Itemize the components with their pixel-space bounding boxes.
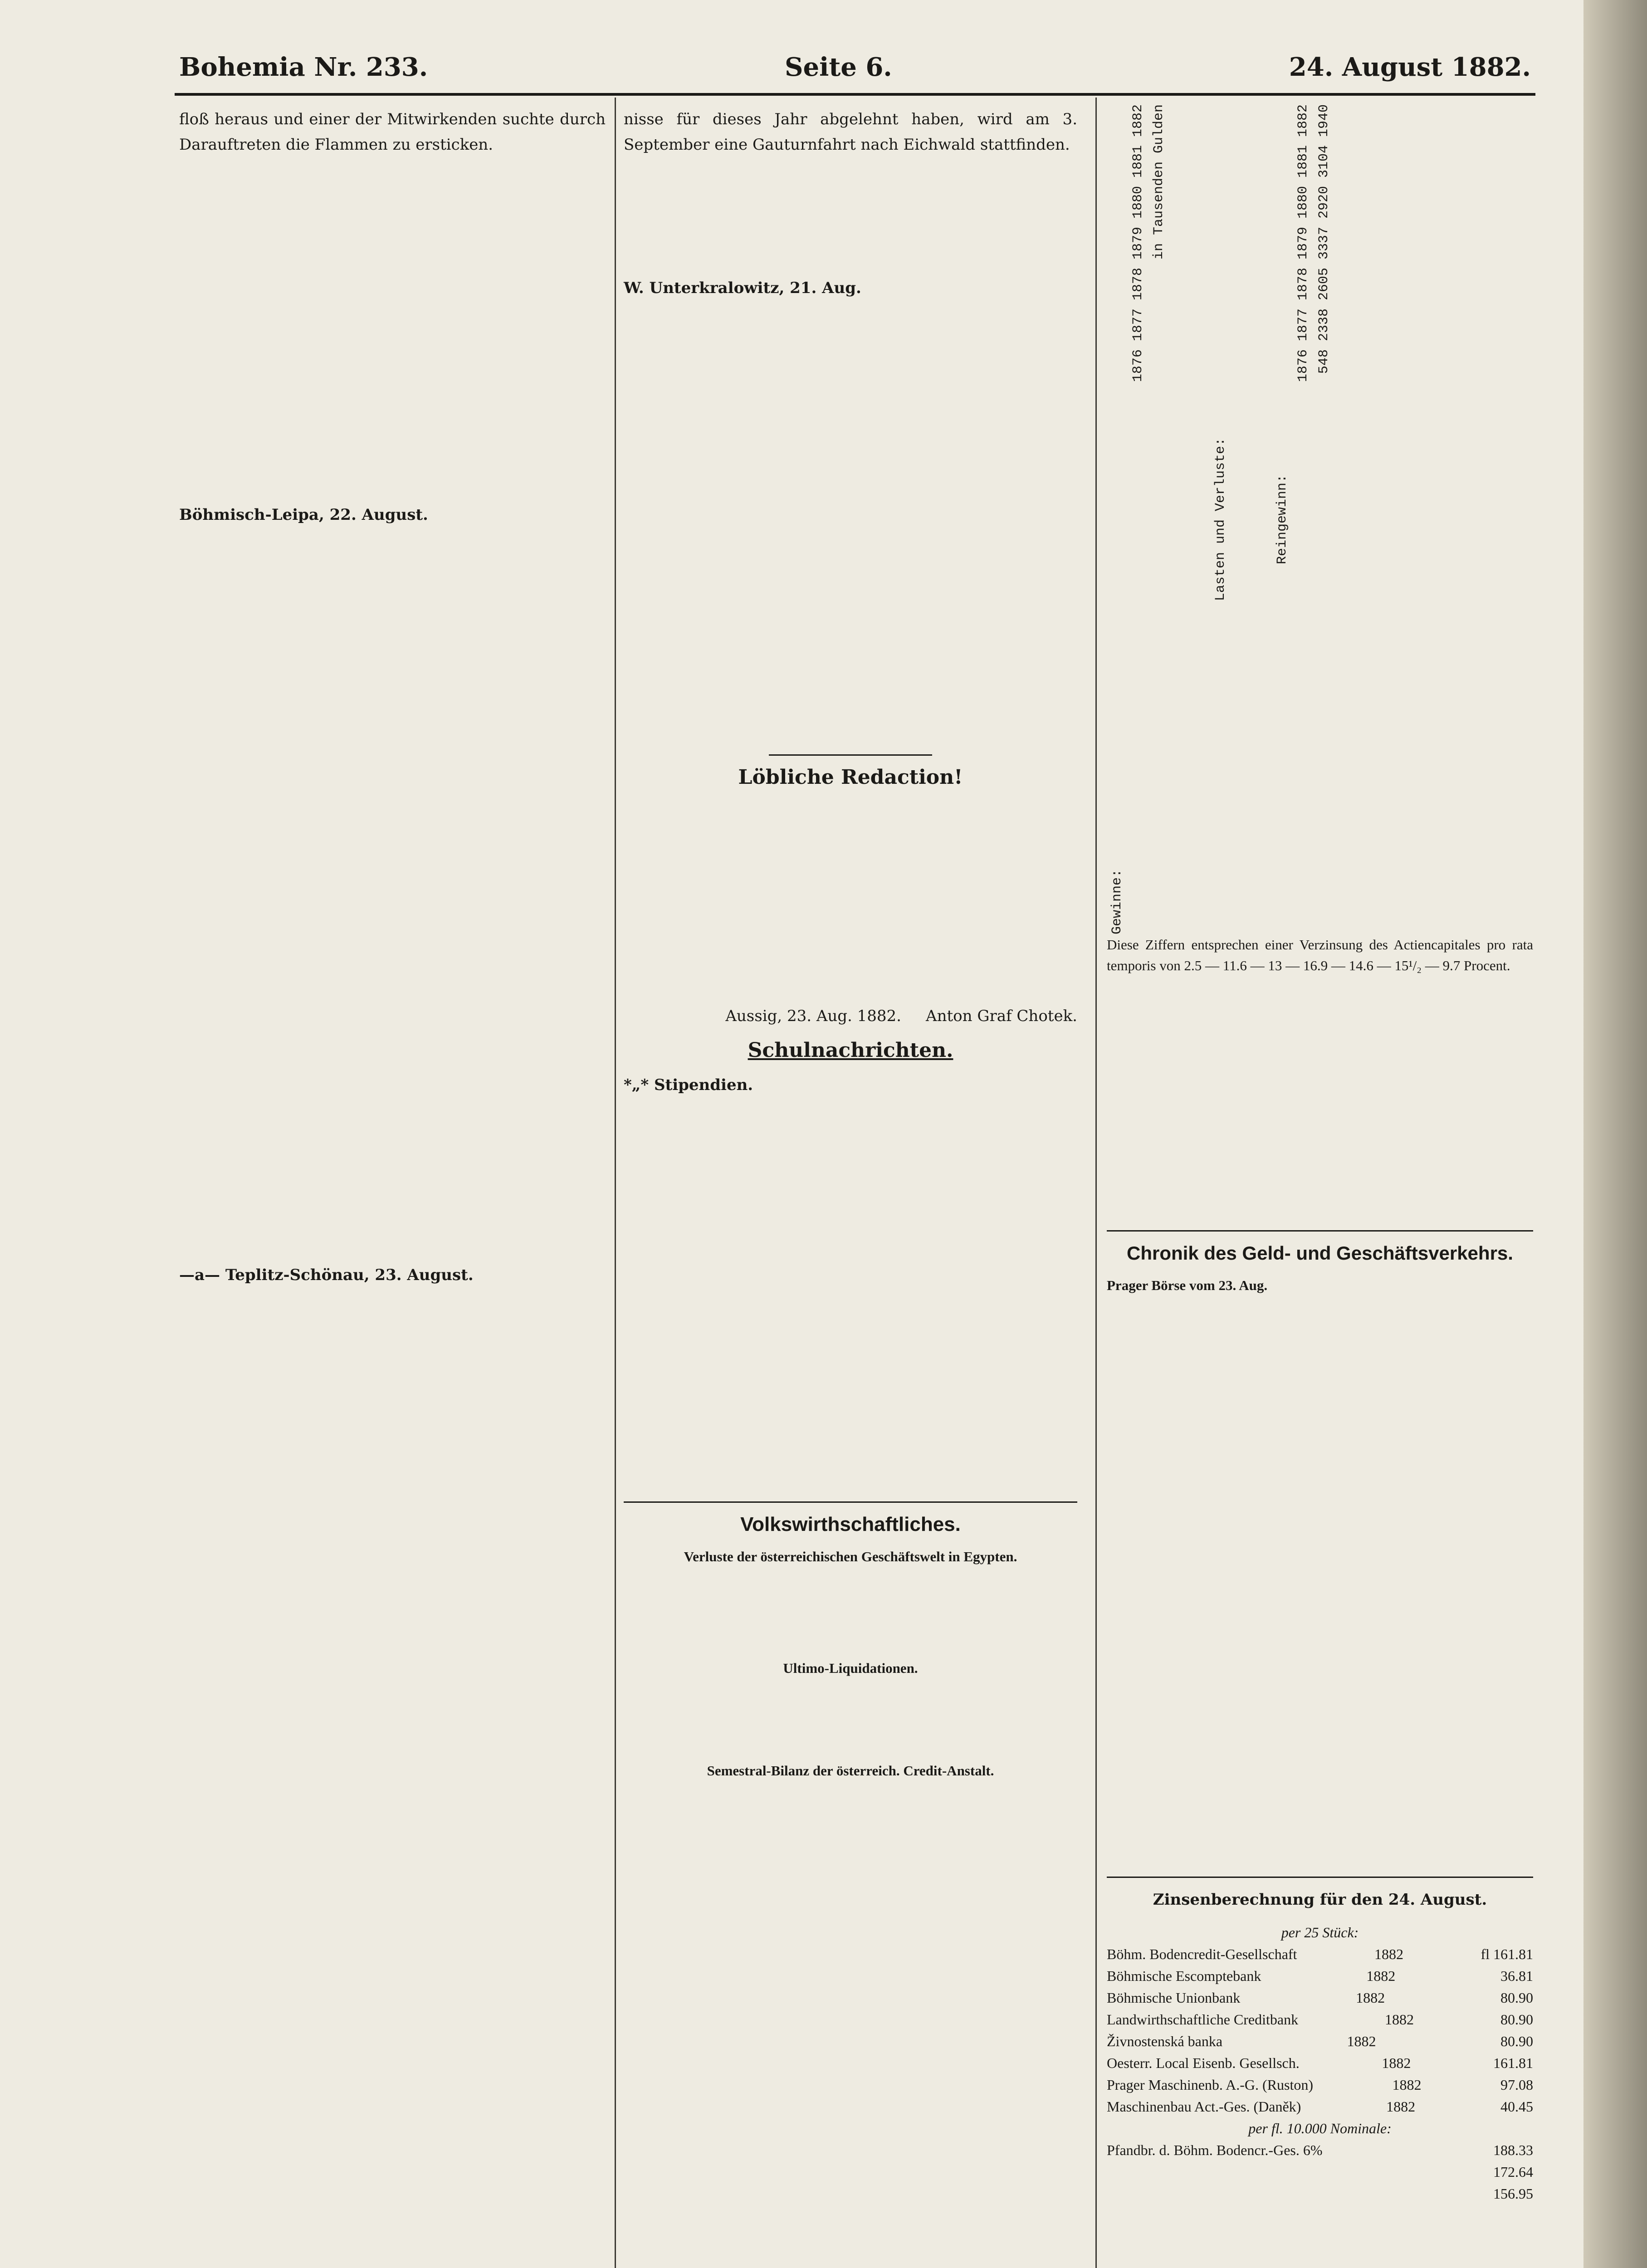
zins-row-year: 1882 [1386, 2098, 1416, 2115]
column-3 [1107, 934, 1533, 2204]
letter-heading: Löbliche Redaction! [738, 766, 963, 789]
zins-row-name: Landwirthschaftliche Creditbank [1107, 2011, 1299, 2028]
table-note: Diese Ziffern entsprechen einer Verzinsung des Actiencapitales pro rata temporis von 2.5 — 11.6 — 13 — 16.9 — 14.6 — 15¹/₂ — 9.7 Procent. [1107, 937, 1533, 973]
rotated-table-content [1107, 104, 1334, 934]
article-text: floß heraus und einer der Mitwirkenden suchte durch Darauftreten die Flammen zu ersticken. [179, 110, 606, 154]
article-text: nisse für dieses Jahr abgelehnt haben, wird am 3. September eine Gauturnfahrt nach Eichwald stattfinden. [624, 110, 1077, 154]
zins-pfandbr-row [1107, 2161, 1533, 2183]
divider [769, 754, 932, 756]
article-dateline: W. Unterkralowitz, 21. Aug. [624, 279, 861, 297]
zins-row-year: 1882 [1374, 1946, 1403, 1962]
zins-row-name: Böhmische Escomptebank [1107, 1968, 1261, 1984]
zins-row-value: 36.81 [1500, 1968, 1533, 1984]
zins-row-value: 188.33 [1493, 2142, 1533, 2158]
section-heading: Chronik des Geld- und Geschäftsverkehrs. [1127, 1242, 1513, 1264]
page-header [179, 52, 1531, 93]
zins-row-value: 156.95 [1493, 2185, 1533, 2202]
zins-row-value: 80.90 [1500, 2011, 1533, 2028]
zins-row-year: 1882 [1366, 1968, 1396, 1984]
column-rule-2 [1095, 98, 1097, 2268]
subheading: Verluste der österreichischen Geschäftswelt in Egypten. [684, 1549, 1017, 1564]
rotated-table [1107, 104, 1533, 934]
article-dateline: —a— Teplitz-Schönau, 23. August. [179, 1266, 474, 1284]
table-years: 1876 1877 1878 1879 1880 1881 1882 [1295, 104, 1311, 382]
zins-row [1107, 1987, 1533, 2009]
zins-row [1107, 2052, 1533, 2074]
zins-row-name: Pfandbr. d. Böhm. Bodencr.-Ges. 6% [1107, 2142, 1323, 2158]
zins-row [1107, 2074, 1533, 2096]
zins-row-value: fl 161.81 [1481, 1946, 1533, 1962]
zins-row-name: Böhmische Unionbank [1107, 1989, 1241, 2006]
column-1 [179, 107, 606, 1293]
table-title: Reingewinn: [1275, 474, 1290, 565]
zins-row-name: Oesterr. Local Eisenb. Gesellsch. [1107, 2055, 1300, 2071]
divider [1107, 1877, 1533, 1878]
zins-row [1107, 2030, 1533, 2052]
zins-row-year: 1882 [1382, 2055, 1411, 2071]
table-title: Lasten und Verluste: [1213, 437, 1228, 601]
section-heading: Schulnachrichten. [748, 1039, 953, 1062]
column-rule-1 [615, 98, 616, 2268]
zins-row-value: 97.08 [1500, 2077, 1533, 2093]
page-edge-shadow [1583, 0, 1647, 2268]
masthead-title: Bohemia Nr. 233. [179, 52, 428, 82]
zins-row-year: 1882 [1385, 2011, 1414, 2028]
zins-row-name: Živnostenská banka [1107, 2033, 1223, 2049]
zins-row [1107, 2096, 1533, 2117]
article-dateline: Prager Börse vom 23. Aug. [1107, 1277, 1268, 1293]
header-rule [175, 93, 1535, 96]
letter-signature [624, 1003, 1077, 1029]
section-heading: Volkswirthschaftliches. [740, 1513, 961, 1535]
page-number: Seite 6. [785, 52, 892, 82]
zins-pfandbr-row [1107, 2139, 1533, 2161]
zins-subtitle: per fl. 10.000 Nominale: [1248, 2120, 1392, 2136]
column-2 [624, 107, 1077, 1787]
letter-signer: Anton Graf Chotek. [926, 1007, 1077, 1025]
zins-row-name: Prager Maschinenb. A.-G. (Ruston) [1107, 2077, 1314, 2093]
divider [1107, 1230, 1533, 1232]
table-unit: in Tausenden Gulden [1151, 104, 1167, 260]
zins-row-value: 161.81 [1493, 2055, 1533, 2071]
zins-row [1107, 1943, 1533, 1965]
subheading: Ultimo-Liquidationen. [783, 1660, 918, 1676]
table-title: Gewinne: [1109, 869, 1125, 934]
divider [624, 1501, 1077, 1503]
zins-row-year: 1882 [1356, 1989, 1385, 2006]
zins-row-year: 1882 [1347, 2033, 1376, 2049]
zins-row-name: Maschinenbau Act.-Ges. (Daněk) [1107, 2098, 1301, 2115]
table-years: 1876 1877 1878 1879 1880 1881 1882 [1130, 104, 1146, 382]
zins-row-value: 172.64 [1493, 2164, 1533, 2180]
zins-row-value: 80.90 [1500, 2033, 1533, 2049]
zins-row [1107, 1965, 1533, 1987]
zins-pfandbr-row [1107, 2183, 1533, 2204]
zins-row [1107, 2009, 1533, 2030]
letter-place: Aussig, 23. Aug. 1882. [725, 1007, 901, 1025]
zins-row-value: 40.45 [1500, 2098, 1533, 2115]
zins-subtitle: per 25 Stück: [1281, 1924, 1359, 1941]
zins-row-name: Böhm. Bodencredit-Gesellschaft [1107, 1946, 1297, 1962]
article-dateline: Böhmisch-Leipa, 22. August. [179, 506, 428, 524]
table-values: 548 2338 2605 3337 2920 3104 1940 [1316, 104, 1332, 374]
article-dateline: *„* Stipendien. [624, 1076, 753, 1094]
issue-date: 24. August 1882. [1289, 52, 1531, 82]
zins-row-value: 80.90 [1500, 1989, 1533, 2006]
zins-table [1107, 1943, 1533, 2117]
subheading: Semestral-Bilanz der österreich. Credit-Anstalt. [707, 1763, 994, 1779]
zins-row-year: 1882 [1392, 2077, 1422, 2093]
section-heading: Zinsenberechnung für den 24. August. [1153, 1891, 1487, 1909]
